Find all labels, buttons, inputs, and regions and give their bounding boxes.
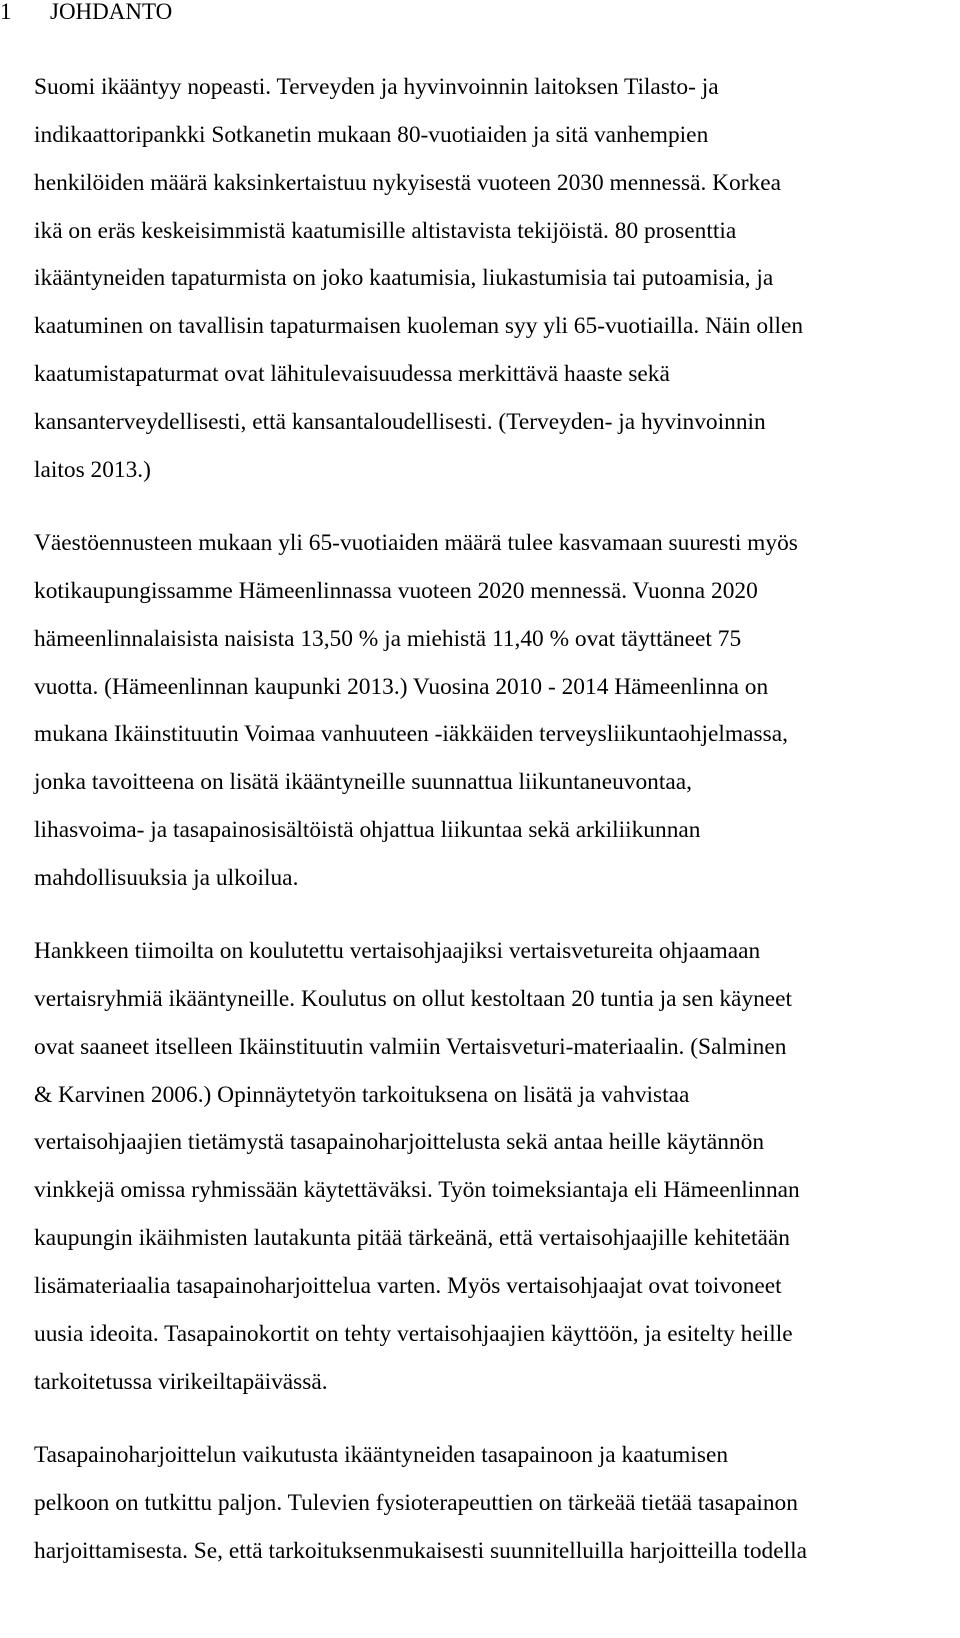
text-line: uusia ideoita. Tasapainokortit on tehty vertaisohjaajien käyttöön, ja esitelty heille — [34, 1320, 793, 1347]
text-line: laitos 2013.) — [34, 456, 151, 483]
text-line: mahdollisuuksia ja ulkoilua. — [34, 864, 299, 891]
paragraph-3 — [34, 928, 934, 1406]
text-line: tarkoitetussa virikeiltapäivässä. — [34, 1368, 328, 1395]
text-line: kansanterveydellisesti, että kansantaloudellisesti. (Terveyden- ja hyvinvoinnin — [34, 408, 766, 435]
text-line: kaatumistapaturmat ovat lähitulevaisuudessa merkittävä haaste sekä — [34, 361, 670, 388]
text-line: Suomi ikääntyy nopeasti. Terveyden ja hyvinvoinnin laitoksen Tilasto- ja — [34, 74, 719, 100]
text-line: mukana Ikäinstituutin Voimaa vanhuuteen -iäkkäiden terveysliikuntaohjelmassa, — [34, 721, 788, 748]
text-line: Tasapainoharjoittelun vaikutusta ikääntyneiden tasapainoon ja kaatumisen — [34, 1442, 729, 1468]
text-line: hämeenlinnalaisista naisista 13,50 % ja miehistä 11,40 % ovat täyttäneet 75 — [34, 625, 742, 652]
text-line: kaupungin ikäihmisten lautakunta pitää tärkeänä, että vertaisohjaajille kehitetään — [34, 1225, 791, 1252]
text-line: vertaisryhmiä ikääntyneille. Koulutus on ollut kestoltaan 20 tuntia ja sen käyneet — [34, 985, 793, 1012]
text-line: kaatuminen on tavallisin tapaturmaisen kuoleman syy yli 65-vuotiailla. Näin ollen — [34, 313, 804, 340]
paragraph-2 — [34, 520, 934, 903]
text-line: lisämateriaalia tasapainoharjoittelua varten. Myös vertaisohjaajat ovat toivoneet — [34, 1272, 782, 1299]
text-line: harjoittamisesta. Se, että tarkoituksenmukaisesti suunnitelluilla harjoitteilla todella — [34, 1537, 808, 1564]
text-line: lihasvoima- ja tasapainosisältöistä ohjattua liikuntaa sekä arkiliikunnan — [34, 817, 701, 844]
paragraph-4 — [34, 1432, 934, 1576]
section-number: 1 — [0, 0, 12, 24]
text-line: vertaisohjaajien tietämystä tasapainoharjoittelusta sekä antaa heille käytännön — [34, 1129, 765, 1156]
text-line: Väestöennusteen mukaan yli 65-vuotiaiden määrä tulee kasvamaan suuresti myös — [34, 530, 798, 556]
text-line: & Karvinen 2006.) Opinnäytetyön tarkoituksena on lisätä ja vahvistaa — [34, 1081, 690, 1108]
text-line: henkilöiden määrä kaksinkertaistuu nykyisestä vuoteen 2030 mennessä. Korkea — [34, 169, 781, 196]
text-line: indikaattoripankki Sotkanetin mukaan 80-vuotiaiden ja sitä vanhempien — [34, 121, 709, 148]
paragraph-1 — [34, 64, 934, 495]
text-line: ovat saaneet itselleen Ikäinstituutin valmiin Vertaisveturi-materiaalin. (Salminen — [34, 1033, 787, 1060]
text-line: pelkoon on tutkittu paljon. Tulevien fysioterapeuttien on tärkeää tietää tasapainon — [34, 1489, 798, 1516]
text-line: Hankkeen tiimoilta on koulutettu vertaisohjaajiksi vertaisvetureita ohjaamaan — [34, 938, 761, 964]
text-line: vinkkejä omissa ryhmissään käytettäväksi. Työn toimeksiantaja eli Hämeenlinnan — [34, 1177, 800, 1204]
text-line: ikääntyneiden tapaturmista on joko kaatumisia, liukastumisia tai putoamisia, ja — [34, 265, 774, 292]
text-line: kotikaupungissamme Hämeenlinnassa vuoteen 2020 mennessä. Vuonna 2020 — [34, 577, 758, 604]
text-line: ikä on eräs keskeisimmistä kaatumisille altistavista tekijöistä. 80 prosenttia — [34, 217, 737, 244]
section-heading — [0, 0, 172, 28]
section-title: JOHDANTO — [50, 0, 173, 24]
text-line: vuotta. (Hämeenlinnan kaupunki 2013.) Vuosina 2010 - 2014 Hämeenlinna on — [34, 673, 769, 700]
text-line: jonka tavoitteena on lisätä ikääntyneille suunnattua liikuntaneuvontaa, — [34, 769, 692, 796]
